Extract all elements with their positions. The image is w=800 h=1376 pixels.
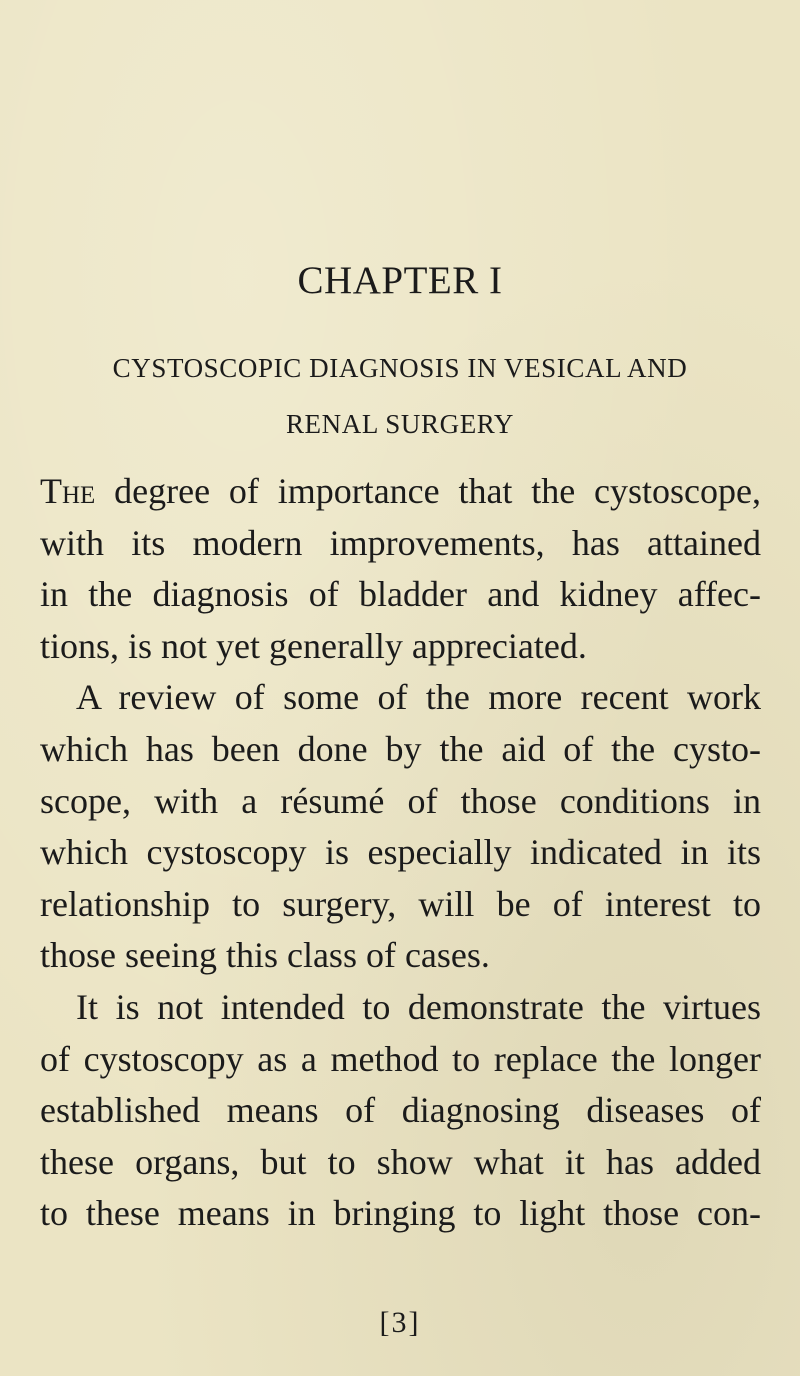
section-heading	[60, 340, 740, 452]
text-line: in the diagnosis of bladder and kidney affec-	[40, 574, 761, 615]
text-line: relationship to surgery, will be of interest to	[40, 883, 761, 924]
text-line: with its modern improvements, has attained	[40, 522, 761, 563]
text-line: to these means in bringing to light those con-	[40, 1193, 761, 1234]
page-number: [3]	[379, 1306, 421, 1339]
text-line	[40, 466, 761, 518]
section-heading-line-1: CYSTOSCOPIC DIAGNOSIS IN VESICAL AND	[112, 353, 688, 383]
text-line: established means of diagnosing diseases of	[40, 1090, 761, 1131]
text-line: these organs, but to show what it has added	[40, 1141, 761, 1182]
paragraph-1	[40, 466, 761, 672]
text-line: which has been done by the aid of the cysto-	[40, 728, 761, 769]
text-line: which cystoscopy is especially indicated in its	[40, 832, 761, 873]
text-line: It is not intended to demonstrate the virtues	[76, 986, 761, 1027]
lead-word: The	[40, 471, 96, 511]
section-heading-line-2: RENAL SURGERY	[285, 409, 515, 439]
chapter-body	[40, 466, 761, 1240]
text-line: tions, is not yet generally appreciated.	[40, 625, 587, 666]
text-line: of cystoscopy as a method to replace the longer	[40, 1038, 761, 1079]
text-line: A review of some of the more recent work	[76, 677, 761, 718]
line-text: degree of importance that the cystoscope,	[95, 471, 761, 511]
text-line: scope, with a résumé of those conditions in	[40, 780, 761, 821]
paragraph-2	[40, 672, 761, 982]
text-line: those seeing this class of cases.	[40, 935, 490, 976]
chapter-heading: CHAPTER I	[297, 259, 503, 302]
paragraph-3	[40, 982, 761, 1240]
